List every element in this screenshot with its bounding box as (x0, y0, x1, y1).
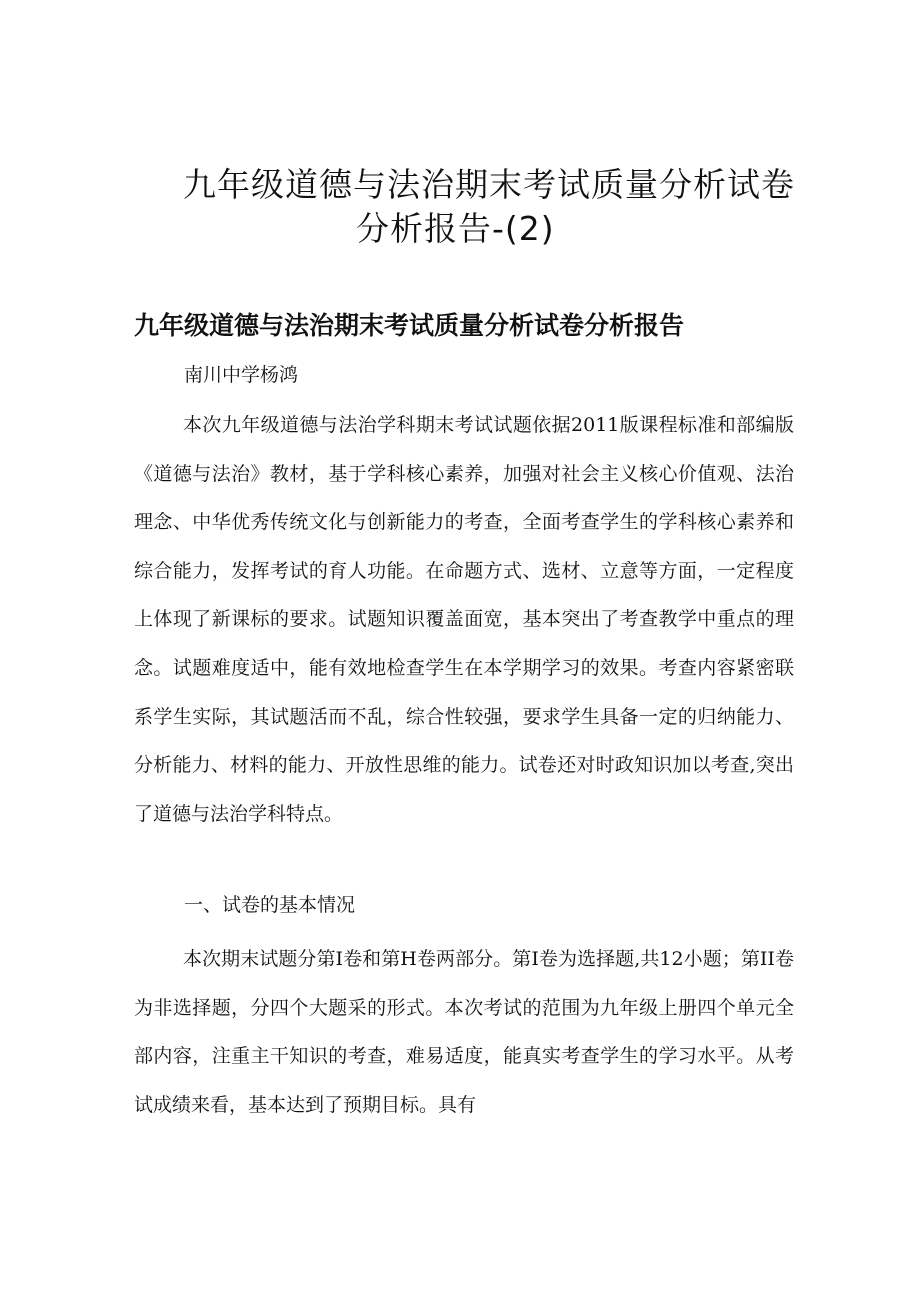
document-title-line-1: 九年级道德与法治期末考试质量分析试卷 (183, 165, 795, 204)
body-paragraph-intro: 本次九年级道德与法治学科期末考试试题依据2011版课程标准和部编版《道德与法治》教材，基于学科核心素养，加强对社会主义核心价值观、法治理念、中华优秀传统文化与创新能力的考查，全面考查学生的学科核心素养和综合能力，发挥考试的育人功能。在命题方式、选材、立意等方面，一定程度上体现了新课标的要求。试题知识覆盖面宽，基本突出了考查教学中重点的理念。试题难度适中，能有效地检查学生在本学期学习的效果。考查内容紧密联系学生实际，其试题活而不乱，综合性较强，要求学生具备一定的归纳能力、分析能力、材料的能力、开放性思维的能力。试卷还对时政知识加以考查,突出了道德与法治学科特点。 (134, 414, 794, 825)
body-paragraph-basic-info: 本次期末试题分第Ⅰ卷和第H卷两部分。第Ⅰ卷为选择题,共12小题；第II卷为非选择题，分四个大题采的形式。本次考试的范围为九年级上册四个单元全部内容，注重主干知识的考查，难易适度，能真实考查学生的学习水平。从考试成绩来看，基本达到了预期目标。具有 (134, 948, 794, 1116)
section-heading-basic-info: 一、试卷的基本情况 (184, 894, 356, 916)
author-line: 南川中学杨鸿 (184, 364, 299, 386)
report-heading: 九年级道德与法治期末考试质量分析试卷分析报告 (134, 311, 685, 340)
document-title-line-2: 分析报告-(2) (356, 209, 555, 248)
